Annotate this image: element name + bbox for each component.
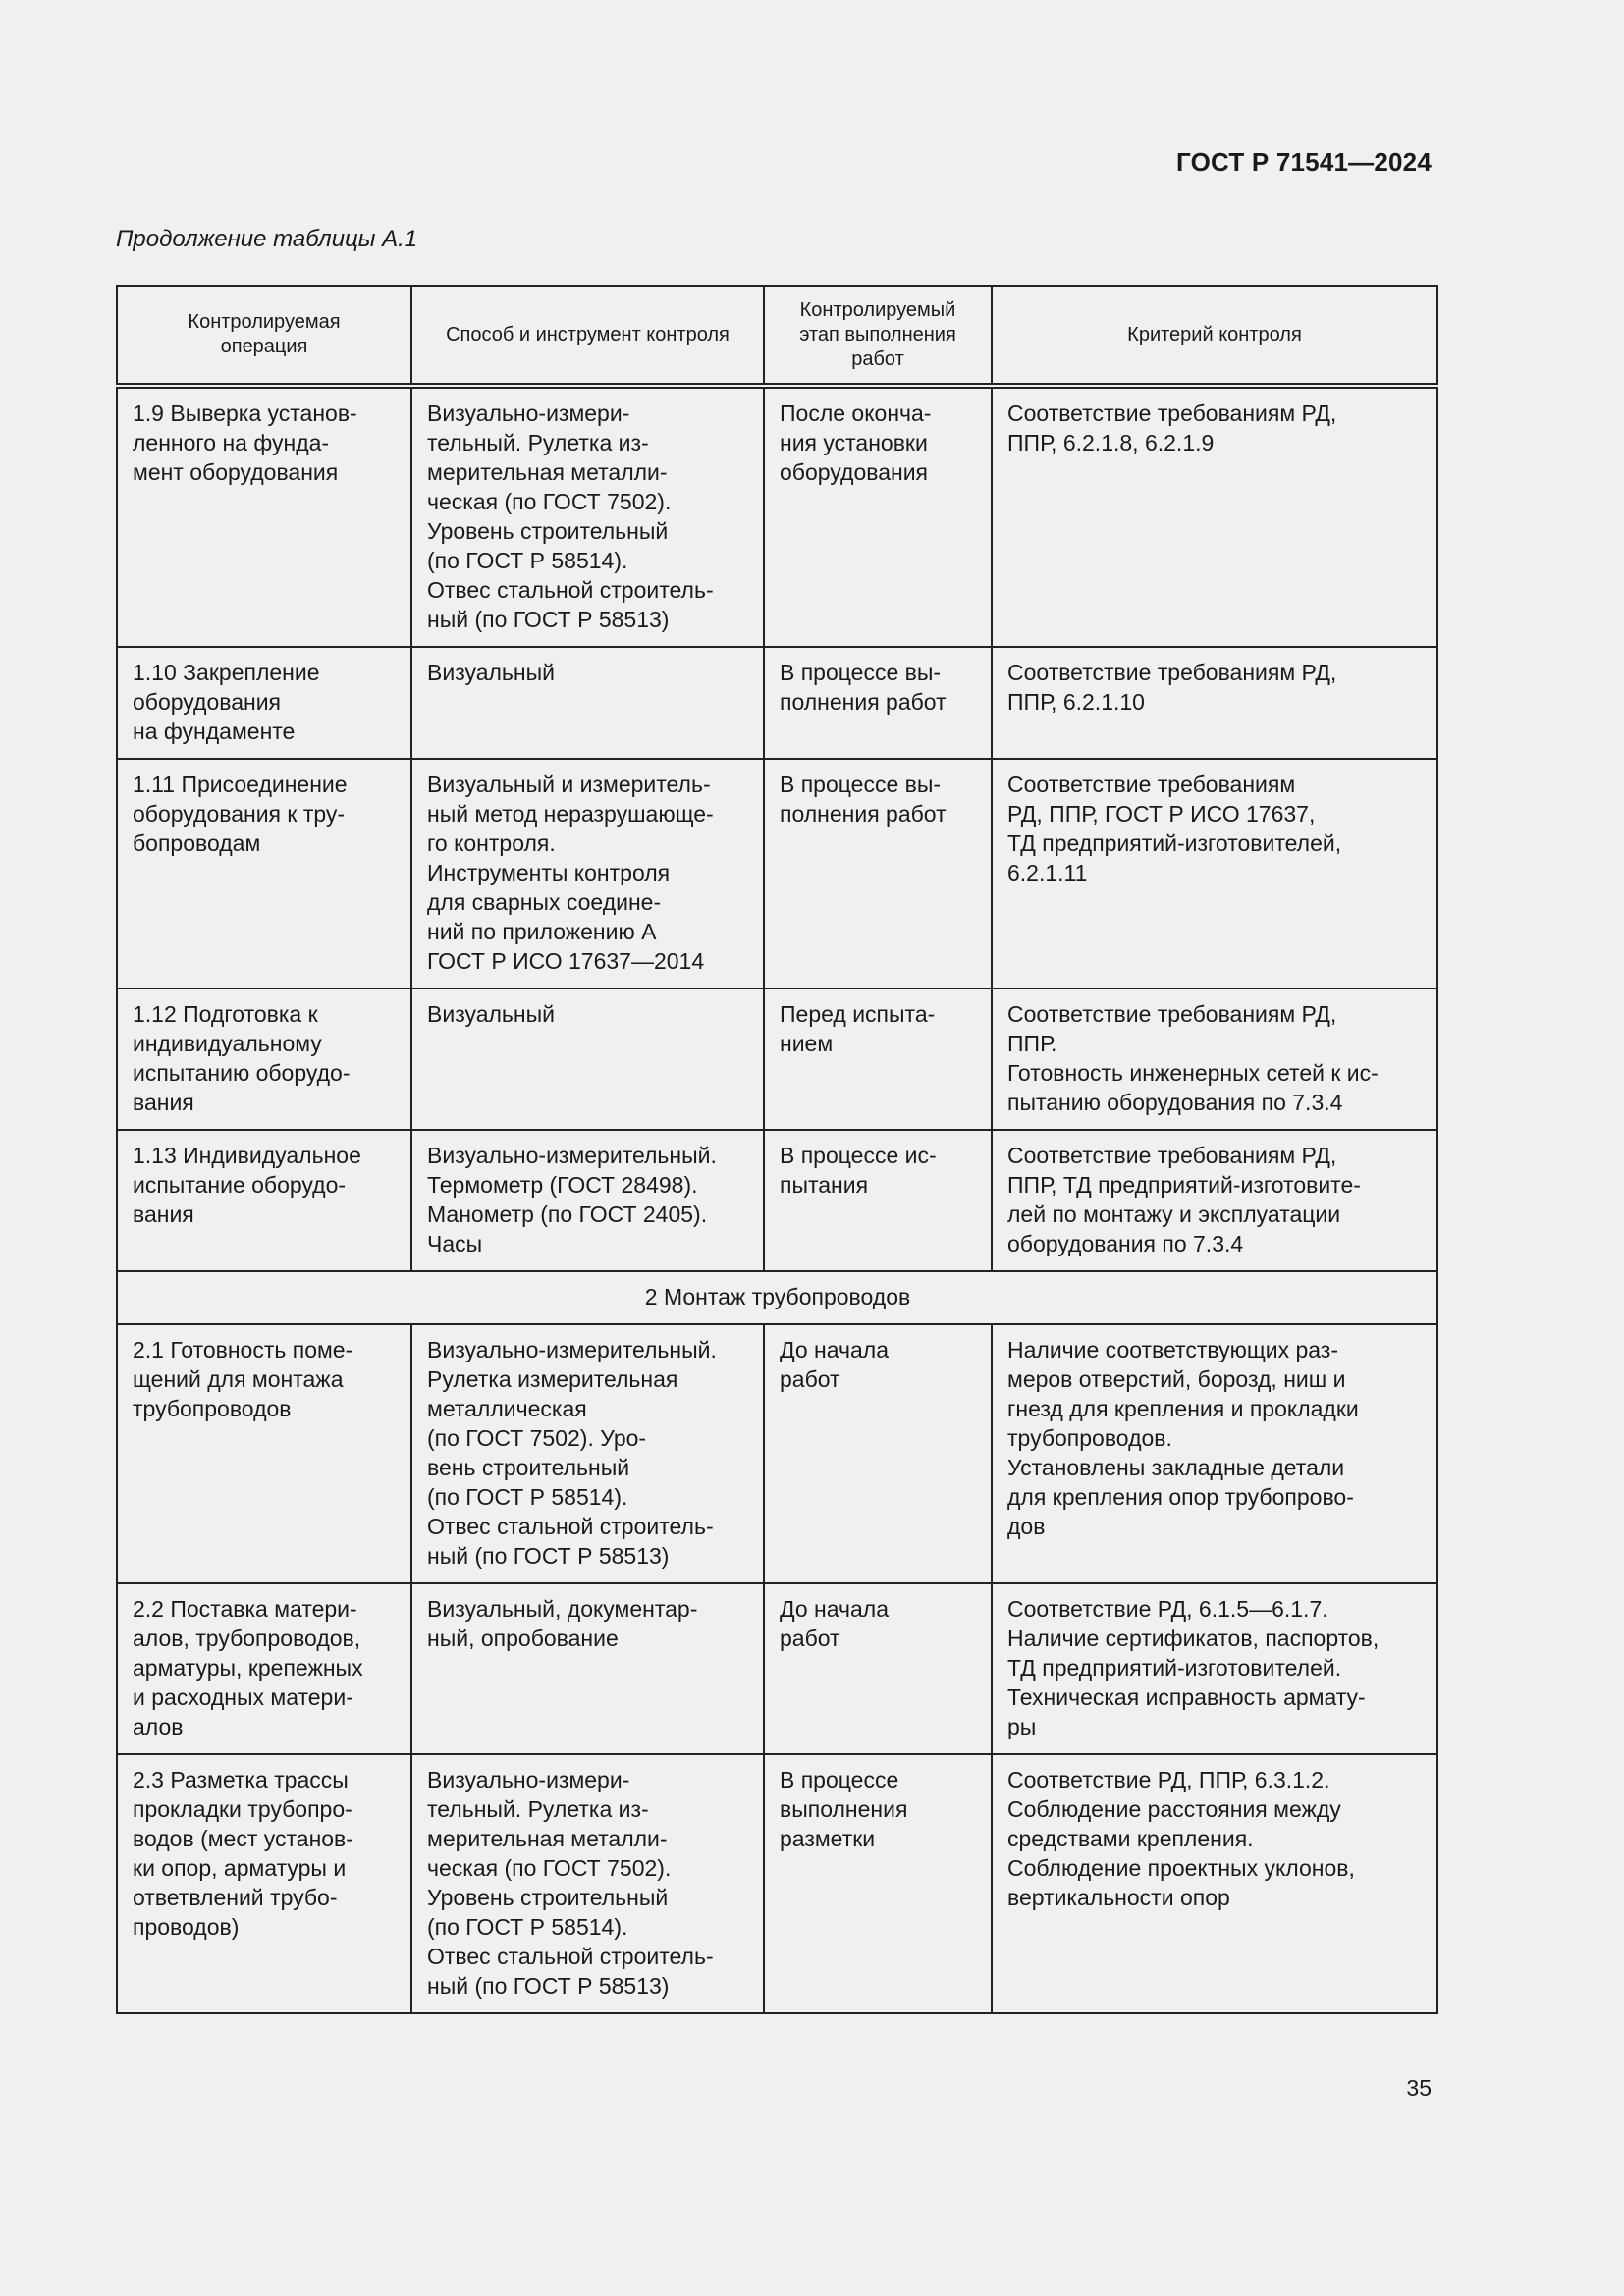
stage-cell: В процессе вы- полнения работ xyxy=(764,759,992,988)
method-cell: Визуально-измерительный. Рулетка измерительная металлическая (по ГОСТ 7502). Уро- вень строительный (по ГОСТ Р 58514). Отвес стальной строитель- ный (по ГОСТ Р 58513) xyxy=(411,1324,764,1583)
section-row xyxy=(117,1271,1437,1324)
header-stage: Контролируемый этап выполнения работ xyxy=(764,286,992,386)
operation-cell: 1.12 Подготовка к индивидуальному испытанию оборудо- вания xyxy=(117,988,411,1130)
method-cell: Визуально-измери- тельный. Рулетка из- мерительная металли- ческая (по ГОСТ 7502). Уровень строительный (по ГОСТ Р 58514). Отвес стальной строитель- ный (по ГОСТ Р 58513) xyxy=(411,1754,764,2013)
table-caption: Продолжение таблицы А.1 xyxy=(116,226,418,252)
stage-cell: В процессе вы- полнения работ xyxy=(764,647,992,759)
table-row xyxy=(117,1754,1437,2013)
table-row xyxy=(117,1583,1437,1754)
criterion-cell: Соответствие требованиям РД, ППР. Готовность инженерных сетей к ис- пытанию оборудования по 7.3.4 xyxy=(992,988,1437,1130)
operation-cell: 1.13 Индивидуальное испытание оборудо- вания xyxy=(117,1130,411,1271)
criterion-cell: Наличие соответствующих раз- меров отверстий, борозд, ниш и гнезд для крепления и прокладки трубопроводов. Установлены закладные детали для крепления опор трубопрово- дов xyxy=(992,1324,1437,1583)
method-cell: Визуальный и измеритель- ный метод неразрушающе- го контроля. Инструменты контроля для сварных соедине- ний по приложению А ГОСТ Р ИСО 17637—2014 xyxy=(411,759,764,988)
criterion-cell: Соответствие требованиям РД, ППР, ГОСТ Р ИСО 17637, ТД предприятий-изготовителей, 6.2.1.11 xyxy=(992,759,1437,988)
stage-cell: До начала работ xyxy=(764,1583,992,1754)
section-title: 2 Монтаж трубопроводов xyxy=(117,1271,1437,1324)
operation-cell: 1.10 Закрепление оборудования на фундаменте xyxy=(117,647,411,759)
header-operation: Контролируемая операция xyxy=(117,286,411,386)
method-cell: Визуальный xyxy=(411,988,764,1130)
stage-cell: После оконча- ния установки оборудования xyxy=(764,386,992,647)
table-row xyxy=(117,386,1437,647)
table-row xyxy=(117,647,1437,759)
criterion-cell: Соответствие требованиям РД, ППР, 6.2.1.10 xyxy=(992,647,1437,759)
table-row xyxy=(117,988,1437,1130)
table-row xyxy=(117,1324,1437,1583)
operation-cell: 2.2 Поставка матери- алов, трубопроводов, арматуры, крепежных и расходных матери- алов xyxy=(117,1583,411,1754)
criterion-cell: Соответствие требованиям РД, ППР, ТД предприятий-изготовите- лей по монтажу и эксплуатации оборудования по 7.3.4 xyxy=(992,1130,1437,1271)
criterion-cell: Соответствие РД, ППР, 6.3.1.2. Соблюдение расстояния между средствами крепления. Соблюдение проектных уклонов, вертикальности опор xyxy=(992,1754,1437,2013)
document-code: ГОСТ Р 71541—2024 xyxy=(1176,147,1432,177)
operation-cell: 2.3 Разметка трассы прокладки трубопро- водов (мест установ- ки опор, арматуры и ответвлений трубо- проводов) xyxy=(117,1754,411,2013)
method-cell: Визуально-измерительный. Термометр (ГОСТ 28498). Манометр (по ГОСТ 2405). Часы xyxy=(411,1130,764,1271)
stage-cell: В процессе выполнения разметки xyxy=(764,1754,992,2013)
operation-cell: 1.11 Присоединение оборудования к тру- бопроводам xyxy=(117,759,411,988)
table-header-row xyxy=(117,286,1437,386)
header-method: Способ и инструмент контроля xyxy=(411,286,764,386)
table-row xyxy=(117,1130,1437,1271)
operation-cell: 2.1 Готовность поме- щений для монтажа трубопроводов xyxy=(117,1324,411,1583)
method-cell: Визуальный, документар- ный, опробование xyxy=(411,1583,764,1754)
header-criterion: Критерий контроля xyxy=(992,286,1437,386)
control-table xyxy=(116,285,1438,2014)
stage-cell: Перед испыта- нием xyxy=(764,988,992,1130)
method-cell: Визуальный xyxy=(411,647,764,759)
stage-cell: До начала работ xyxy=(764,1324,992,1583)
page-number: 35 xyxy=(1406,2075,1432,2101)
criterion-cell: Соответствие РД, 6.1.5—6.1.7. Наличие сертификатов, паспортов, ТД предприятий-изготовителей. Техническая исправность армату- ры xyxy=(992,1583,1437,1754)
table-row xyxy=(117,759,1437,988)
method-cell: Визуально-измери- тельный. Рулетка из- мерительная металли- ческая (по ГОСТ 7502). Уровень строительный (по ГОСТ Р 58514). Отвес стальной строитель- ный (по ГОСТ Р 58513) xyxy=(411,386,764,647)
stage-cell: В процессе ис- пытания xyxy=(764,1130,992,1271)
operation-cell: 1.9 Выверка установ- ленного на фунда- мент оборудования xyxy=(117,386,411,647)
criterion-cell: Соответствие требованиям РД, ППР, 6.2.1.8, 6.2.1.9 xyxy=(992,386,1437,647)
